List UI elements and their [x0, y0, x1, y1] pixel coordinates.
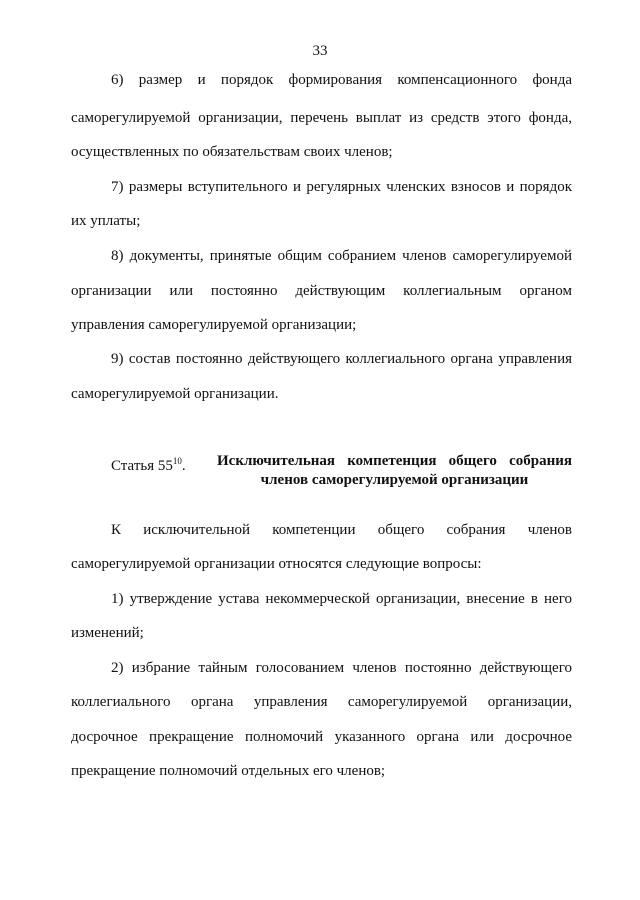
article-title-line-1: Исключительная компетенция общего собрания [217, 453, 572, 469]
intro-line-2: саморегулируемой организации относятся следующие вопросы: [71, 556, 482, 572]
item-9-line-1: 9) состав постоянно действующего коллегиального органа управления [111, 351, 572, 367]
intro-line-1: К исключительной компетенции общего собрания членов [111, 522, 572, 538]
article-title-line-2: членов саморегулируемой организации [260, 472, 529, 488]
item-2-line-1: 2) избрание тайным голосованием членов постоянно действующего [111, 660, 572, 676]
page-number: 33 [312, 43, 328, 59]
item-6-line-2: саморегулируемой организации, перечень выплат из средств этого фонда, [71, 110, 572, 126]
article-label-superscript: 10 [172, 456, 182, 466]
item-7-line-1: 7) размеры вступительного и регулярных членских взносов и порядок [111, 179, 572, 195]
item-2-line-3: досрочное прекращение полномочий указанного органа или досрочное [71, 729, 572, 745]
item-1-line-2: изменений; [71, 625, 144, 641]
item-6-line-3: осуществленных по обязательствам своих членов; [71, 144, 393, 160]
item-7-line-2: их уплаты; [71, 213, 141, 229]
article-label-suffix: . [181, 458, 186, 474]
item-8-line-3: управления саморегулируемой организации; [71, 317, 357, 333]
item-2-line-4: прекращение полномочий отдельных его членов; [71, 763, 386, 779]
item-6-line-1: 6) размер и порядок формирования компенсационного фонда [111, 72, 572, 88]
item-8-line-1: 8) документы, принятые общим собранием членов саморегулируемой [111, 248, 572, 264]
item-1-line-1: 1) утверждение устава некоммерческой организации, внесение в него [111, 591, 572, 607]
article-label [111, 452, 186, 475]
item-9-line-2: саморегулируемой организации. [71, 386, 279, 402]
article-label-text: Статья 55 [111, 458, 173, 474]
item-2-line-2: коллегиального органа управления саморегулируемой организации, [71, 694, 572, 710]
item-8-line-2: организации или постоянно действующим коллегиальным органом [71, 283, 572, 299]
